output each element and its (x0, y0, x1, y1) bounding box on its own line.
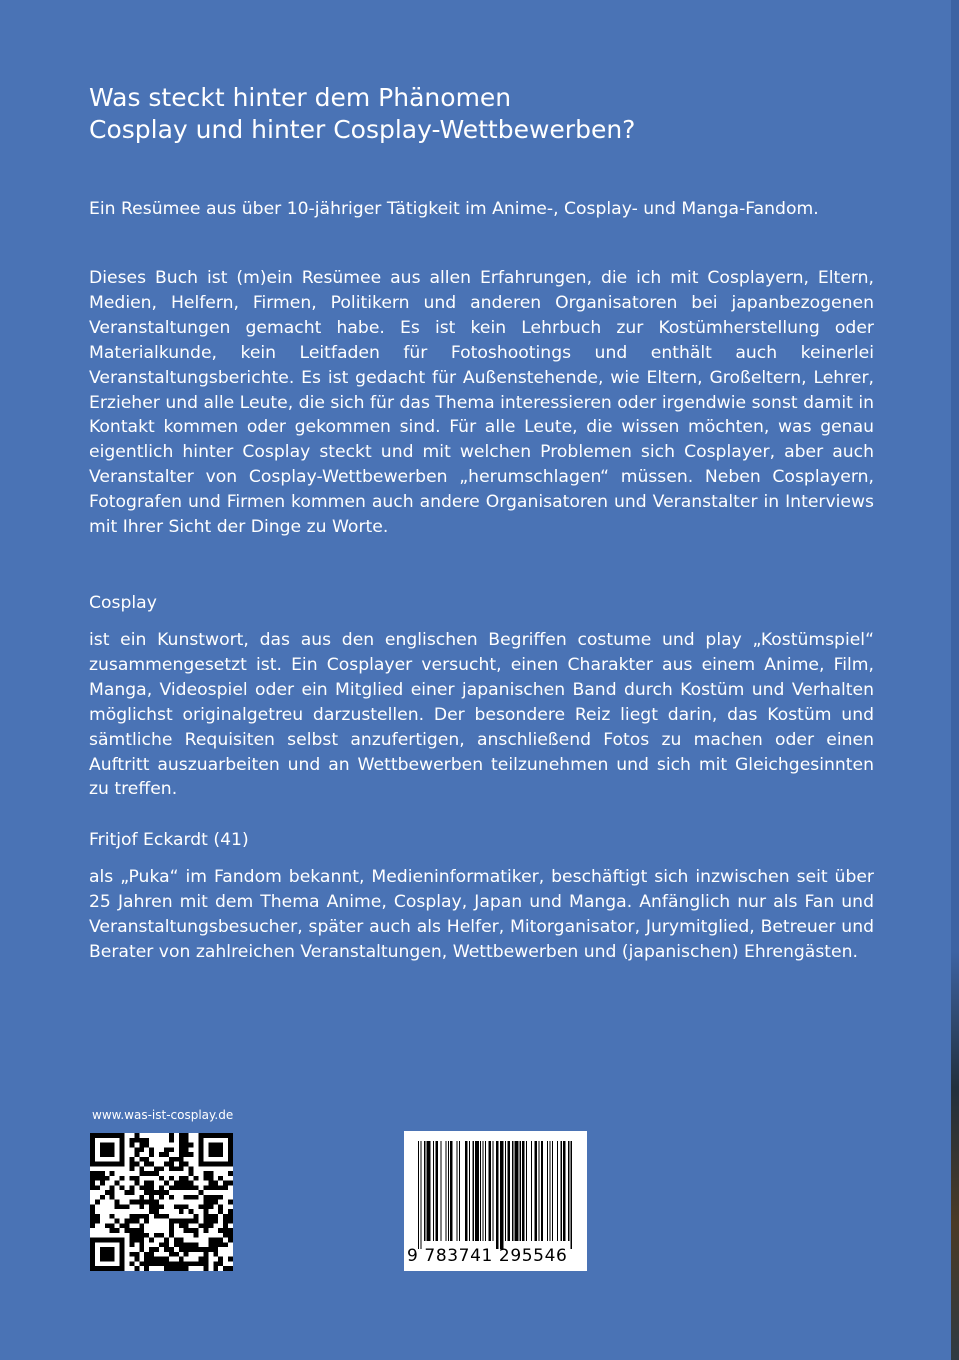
cover-title-line-2: Cosplay und hinter Cosplay-Wettbewerben? (89, 115, 636, 144)
intro-paragraph: Dieses Buch ist (m)ein Resümee aus allen Erfahrungen, die ich mit Cosplayern, Eltern, Medien, Helfern, Firmen, Politikern und anderen Organisatoren bei japanbezogenen Veranstaltungen gemacht habe. Es ist kein Lehrbuch zur Kostümherstellung oder Materialkunde, kein Leitfaden für Fotoshootings und enthält auch keinerlei Veranstaltungsberichte. Es ist gedacht für Außenstehende, wie Eltern, Großeltern, Lehrer, Erzieher und alle Leute, die sich für das Thema interessieren oder irgendwie sonst damit in Kontakt kommen oder gekommen sind. Für alle Leute, die wissen möchten, was genau eigentlich hinter Cosplay steckt und mit welchen Problemen sich Cosplayer, aber auch Veranstalter von Cosplay-Wettbewerben „herumschlagen“ müssen. Neben Cosplayern, Fotografen und Firmen kommen auch andere Organisatoren und Veranstalter in Interviews mit Ihrer Sicht der Dinge zu Worte. (89, 268, 874, 538)
website-url: www.was-ist-cosplay.de (92, 1108, 234, 1122)
isbn-number: 9 783741 295546 (407, 1246, 568, 1266)
cover-edge-decoration (951, 0, 959, 1360)
author-heading: Fritjof Eckardt (41) (89, 830, 249, 850)
qr-code-icon (90, 1133, 233, 1271)
cover-subtitle: Ein Resümee aus über 10-jähriger Tätigkeit im Anime-, Cosplay- und Manga-Fandom. (89, 199, 819, 219)
cover-title-line-1: Was steckt hinter dem Phänomen (89, 83, 512, 112)
cosplay-paragraph: ist ein Kunstwort, das aus den englischen Begriffen costume und play „Kostümspiel“ zusammengesetzt ist. Ein Cosplayer versucht, einen Charakter aus einem Anime, Film, Manga, Videospiel oder ein Mitglied einer japanischen Band durch Kostüm und Verhalten möglichst originalgetreu darzustellen. Der besondere Reiz liegt darin, das Kostüm und sämtliche Requisiten selbst anzufertigen, anschließend Fotos zu machen oder einen Auftritt auszuarbeiten und an Wettbewerben teilzunehmen und sich mit Gleichgesinnten zu treffen. (89, 630, 874, 800)
isbn-barcode (404, 1131, 587, 1271)
cover-title (89, 82, 889, 146)
cosplay-heading: Cosplay (89, 593, 157, 613)
barcode-bars-icon (418, 1141, 573, 1249)
author-paragraph: als „Puka“ im Fandom bekannt, Medieninformatiker, beschäftigt sich inzwischen seit über 25 Jahren mit dem Thema Anime, Cosplay, Japan und Manga. Anfänglich nur als Fan und Veranstaltungsbesucher, später auch als Helfer, Mitorganisator, Jurymitglied, Betreuer und Berater von zahlreichen Veranstaltungen, Wettbewerben und (japanischen) Ehrengästen. (89, 867, 874, 962)
